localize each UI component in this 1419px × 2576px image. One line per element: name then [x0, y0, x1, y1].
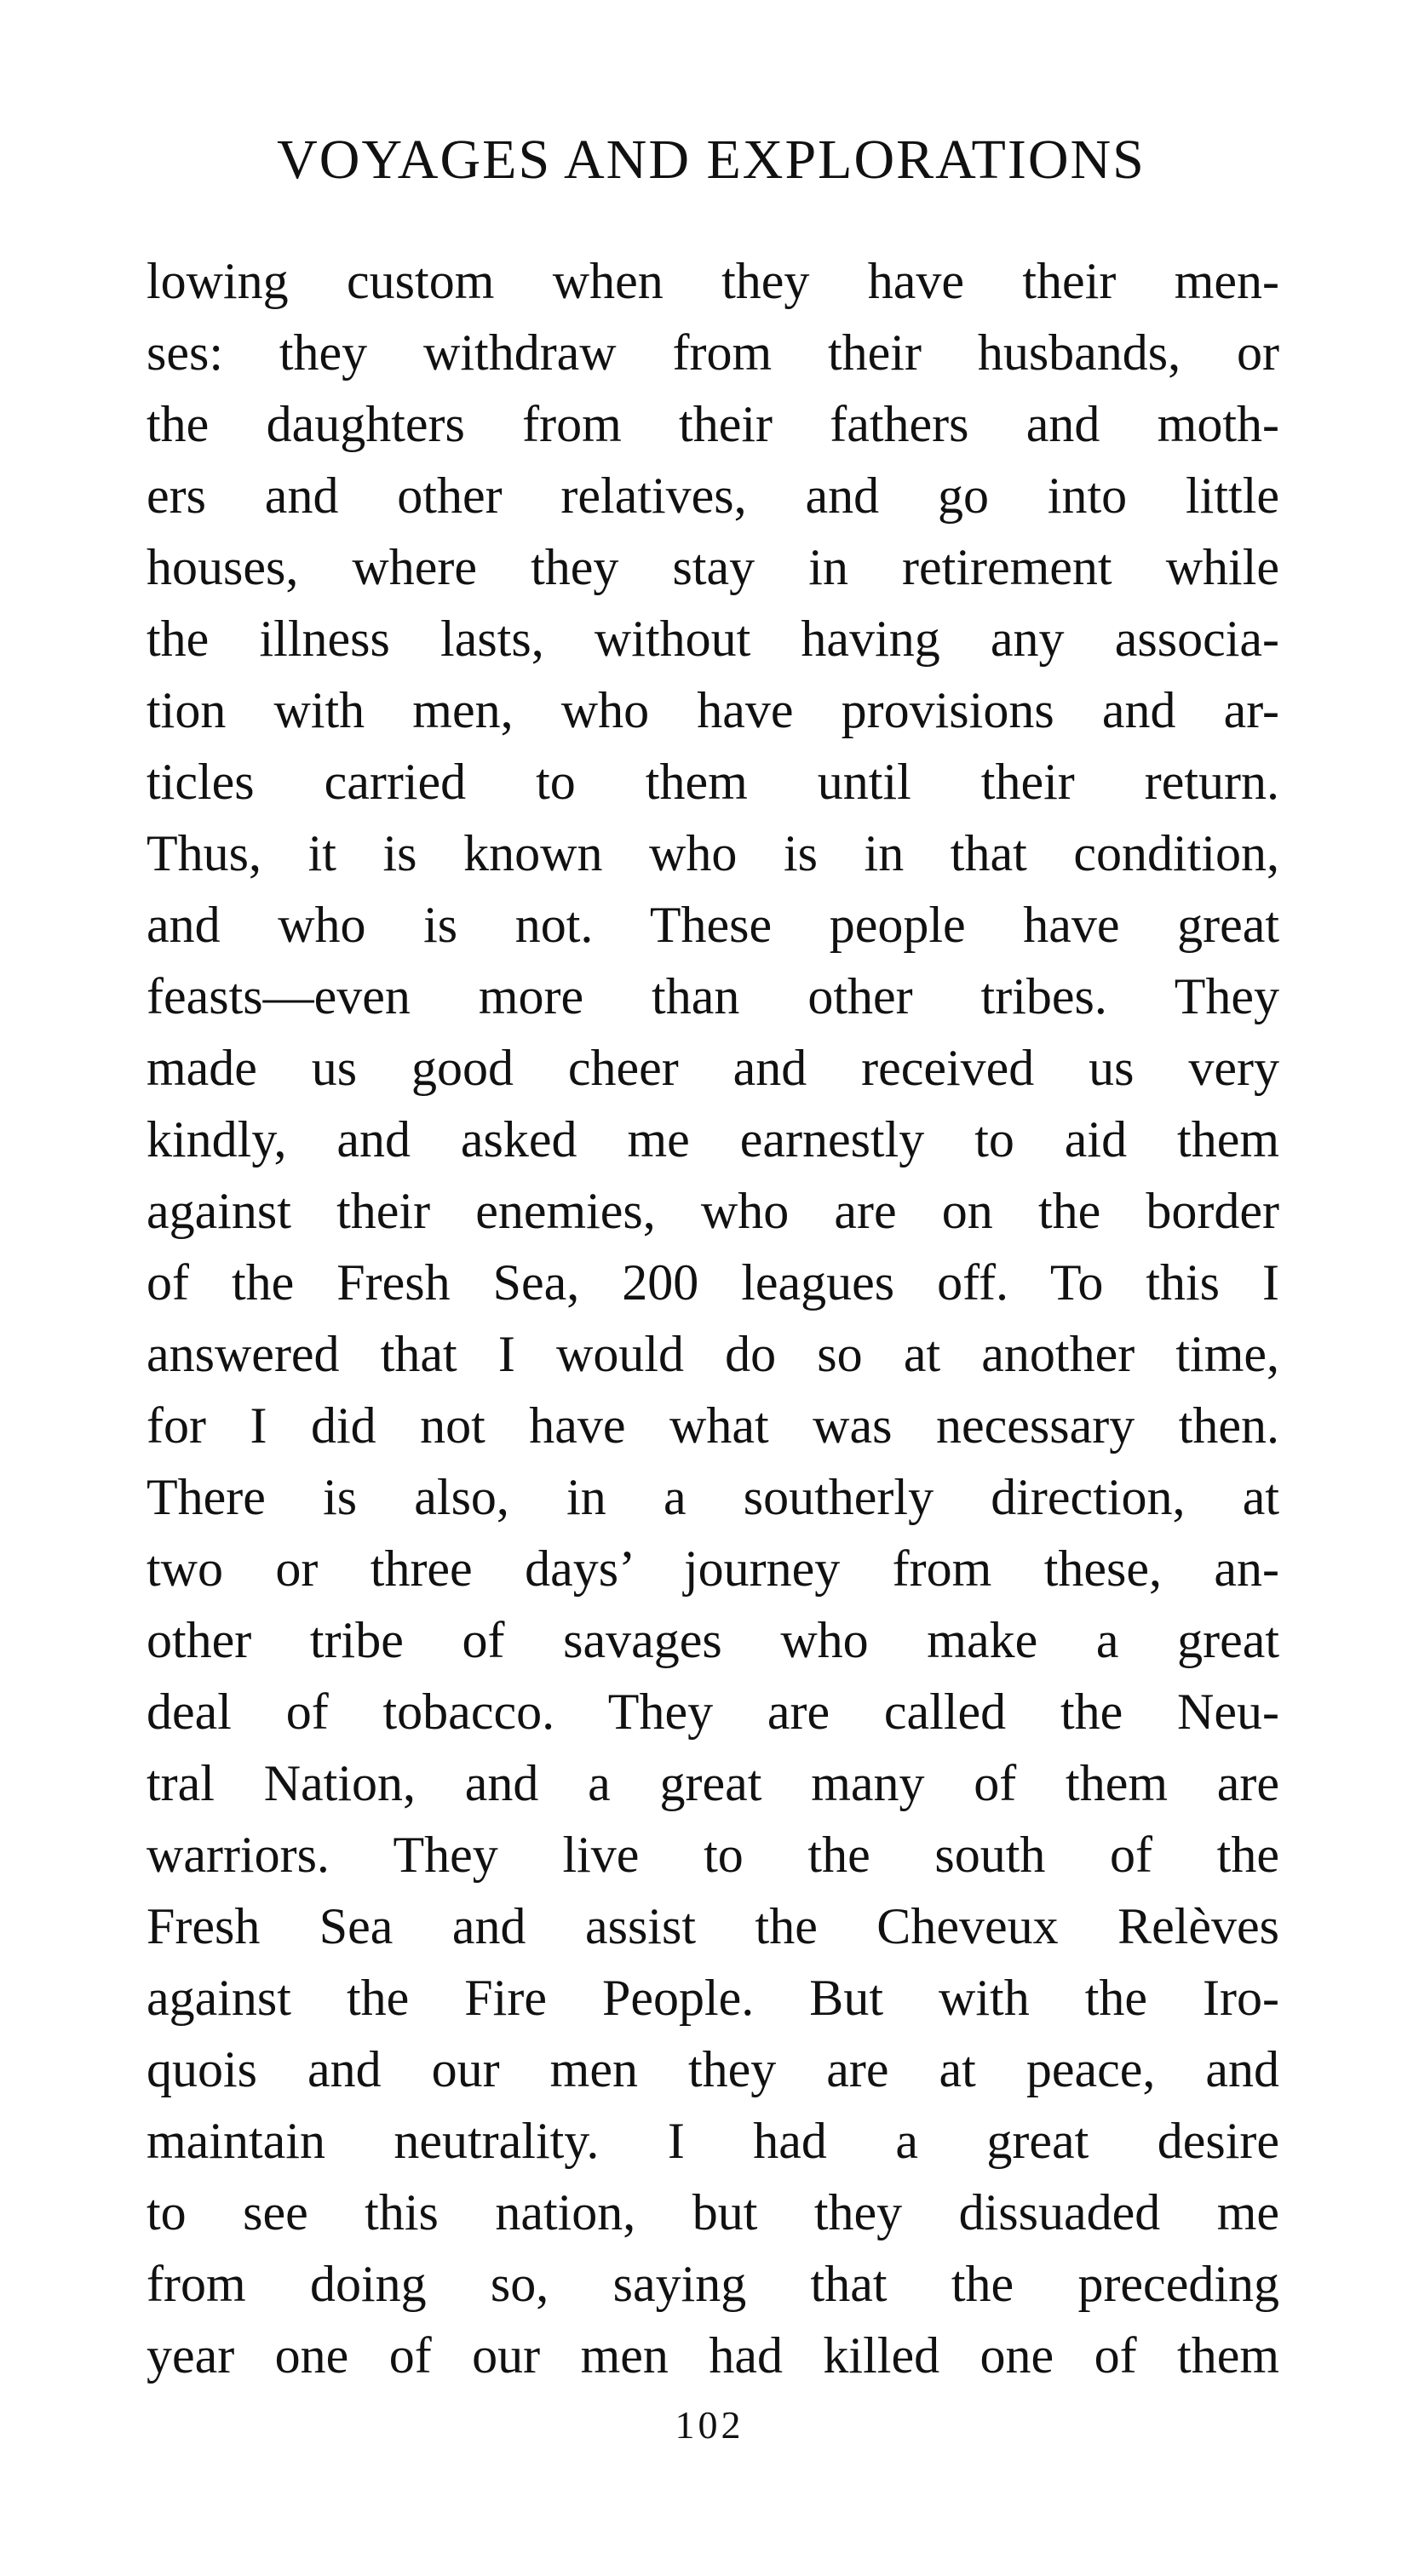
text-line-9: Thus, it is known who is in that condition, [146, 825, 1279, 881]
text-line-10: and who is not. These people have great [146, 897, 1279, 953]
page-number: 102 [675, 2403, 744, 2447]
text-line-28: to see this nation, but they dissuaded me [146, 2184, 1279, 2240]
text-line-2: ses: they withdraw from their husbands, or [146, 324, 1279, 381]
text-line-19: two or three days’ journey from these, an- [146, 1540, 1279, 1597]
text-line-17: for I did not have what was necessary then. [146, 1397, 1279, 1454]
text-line-13: kindly, and asked me earnestly to aid them [146, 1111, 1279, 1168]
body-text [146, 245, 1279, 2391]
running-head: VOYAGES AND EXPLORATIONS [277, 129, 1146, 191]
text-line-27: maintain neutrality. I had a great desire [146, 2113, 1279, 2169]
text-line-25: against the Fire People. But with the Iro- [146, 1970, 1279, 2026]
text-line-29: from doing so, saying that the preceding [146, 2256, 1279, 2312]
text-line-18: There is also, in a southerly direction, at [146, 1469, 1279, 1525]
text-line-3: the daughters from their fathers and moth- [146, 396, 1279, 452]
text-line-7: tion with men, who have provisions and ar- [146, 682, 1279, 738]
text-line-26: quois and our men they are at peace, and [146, 2041, 1279, 2097]
text-line-30: year one of our men had killed one of them [146, 2327, 1279, 2384]
text-line-22: tral Nation, and a great many of them are [146, 1755, 1279, 1811]
text-line-11: feasts—even more than other tribes. They [146, 968, 1279, 1024]
text-line-20: other tribe of savages who make a great [146, 1612, 1279, 1668]
text-line-15: of the Fresh Sea, 200 leagues off. To this I [146, 1254, 1279, 1311]
text-line-5: houses, where they stay in retirement while [146, 539, 1279, 595]
text-line-4: ers and other relatives, and go into little [146, 468, 1279, 524]
text-line-1: lowing custom when they have their men- [146, 253, 1279, 309]
text-line-16: answered that I would do so at another time, [146, 1326, 1279, 1382]
text-line-8: ticles carried to them until their return. [146, 754, 1279, 810]
text-line-14: against their enemies, who are on the border [146, 1183, 1279, 1239]
text-line-21: deal of tobacco. They are called the Neu- [146, 1684, 1279, 1740]
text-line-6: the illness lasts, without having any associa- [146, 611, 1279, 667]
text-line-12: made us good cheer and received us very [146, 1040, 1279, 1096]
text-line-24: Fresh Sea and assist the Cheveux Relèves [146, 1898, 1279, 1954]
text-line-23: warriors. They live to the south of the [146, 1827, 1279, 1883]
